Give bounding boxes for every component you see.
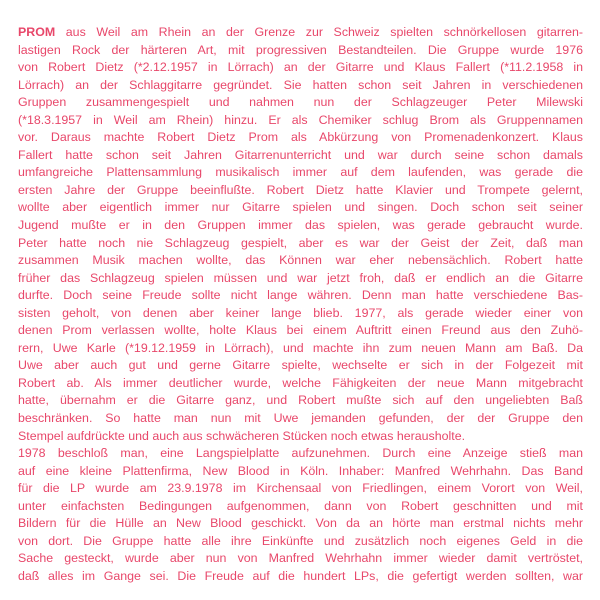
text-line: Sache gesteckt, wurde aber nun von Manfred Wehrhahn immer wieder damit vertröstet,	[18, 551, 583, 566]
text-line: Robert ab. Als immer deutlicher wurde, welche Fähigkeiten der neue Mann mitgebracht	[18, 375, 583, 390]
text-line: für die LP wurde am 23.9.1978 im Kirchensaal von Friedlingen, einem Vorort von Weil,	[18, 481, 583, 496]
text-line: umfangreiche Plattensammlung musikalisch immer auf dem laufenden, was gerade die	[18, 165, 583, 180]
text-line: durfte. Doch seine Freude sollte nicht lange währen. Denn man hatte verschiedene Bas-	[18, 288, 583, 303]
text-line: lastigen Rock der härteren Art, mit progressiven Bestandteilen. Die Gruppe wurde 1976	[18, 42, 583, 57]
lead-word: PROM	[18, 25, 56, 39]
text-line: auf eine kleine Plattenfirma, New Blood in Köln. Inhaber: Manfred Wehrhahn. Das Band	[18, 463, 583, 478]
text-line: Jugend mußte er in den Gruppen immer das spielen, was gerade gebraucht wurde.	[18, 218, 583, 233]
text-line: daß alles im Gange sei. Die Freude auf die hundert LPs, die gefertigt werden sollten, war	[18, 568, 583, 583]
text-line: Fallert hatte schon seit Jahren Gitarrenunterricht und war durch seine schon damals	[18, 147, 583, 162]
text-line: (*18.3.1957 in Weil am Rhein) hinzu. Er als Chemiker schlug Brom als Gruppennamen	[18, 112, 583, 127]
text-line: ersten Jahre der Gruppe beeinflußte. Robert Dietz hatte Klavier und Trompete gelernt,	[18, 182, 583, 197]
text-line: sisten geholt, von denen aber keiner lange blieb. 1977, als gerade wieder einer von	[18, 305, 583, 320]
text-line: Lörrach) an der Schlaggitarre gegründet. Sie hatten schon seit Jahren in verschiedenen	[18, 77, 583, 92]
text-line: denen Prom verlassen wollte, holte Klaus bei einem Auftritt einen Freund aus den Zuhö-	[18, 323, 583, 338]
text-line: früher das Schlagzeug spielen müssen und war jetzt froh, daß er endlich an die Gitarre	[18, 270, 583, 285]
text-line: Stempel aufdrückte und auch aus schwächeren Stücken noch etwas herausholte.	[18, 428, 466, 443]
text-line: wollte aber eigentlich immer nur Gitarre spielen und singen. Doch schon seit seiner	[18, 200, 583, 215]
text-line-content: aus Weil am Rhein an der Grenze zur Schweiz spielten schnörkellosen gitarren-	[55, 25, 583, 39]
text-line: zusammen Musik machen wollte, das Können war eher nebensächlich. Robert hatte	[18, 253, 583, 268]
text-line: von Robert Dietz (*2.12.1957 in Lörrach) an der Gitarre und Klaus Fallert (*11.2.1958 in	[18, 60, 583, 75]
text-line: beschränken. So hatte man nun mit Uwe jemanden gefunden, der der Gruppe den	[18, 411, 583, 426]
text-line: Uwe aber auch gut und gerne Gitarre spielte, wechselte er sich in der Folgezeit mit	[18, 358, 583, 373]
text-line: von dort. Die Gruppe hatte alle ihre Einkünfte und zusätzlich noch eigenes Geld in die	[18, 533, 583, 548]
text-line: 1978 beschloß man, eine Langspielplatte aufzunehmen. Durch eine Anzeige stieß man	[18, 446, 583, 461]
text-line: hatte, übernahm er die Gitarre ganz, und Robert mußte sich auf den ungeliebten Baß	[18, 393, 583, 408]
text-line: Bildern für die Hülle an New Blood geschickt. Von da an hörte man erstmal nichts mehr	[18, 516, 583, 531]
document-body	[18, 24, 583, 586]
text-line: unter einfachsten Bedingungen aufgenommen, dann von Robert geschnitten und mit	[18, 498, 583, 513]
text-line: Peter hatte noch nie Schlagzeug gespielt, aber es war der Geist der Zeit, daß man	[18, 235, 583, 250]
text-line: Gruppen zusammengespielt und nahmen nun der Schlagzeuger Peter Milewski	[18, 95, 583, 110]
text-line	[18, 24, 583, 42]
text-line: vor. Daraus machte Robert Dietz Prom als Abkürzung von Promenadenkonzert. Klaus	[18, 130, 583, 145]
text-line: rern, Uwe Karle (*19.12.1959 in Lörrach), und machte ihn zum neuen Mann am Baß. Da	[18, 340, 583, 355]
